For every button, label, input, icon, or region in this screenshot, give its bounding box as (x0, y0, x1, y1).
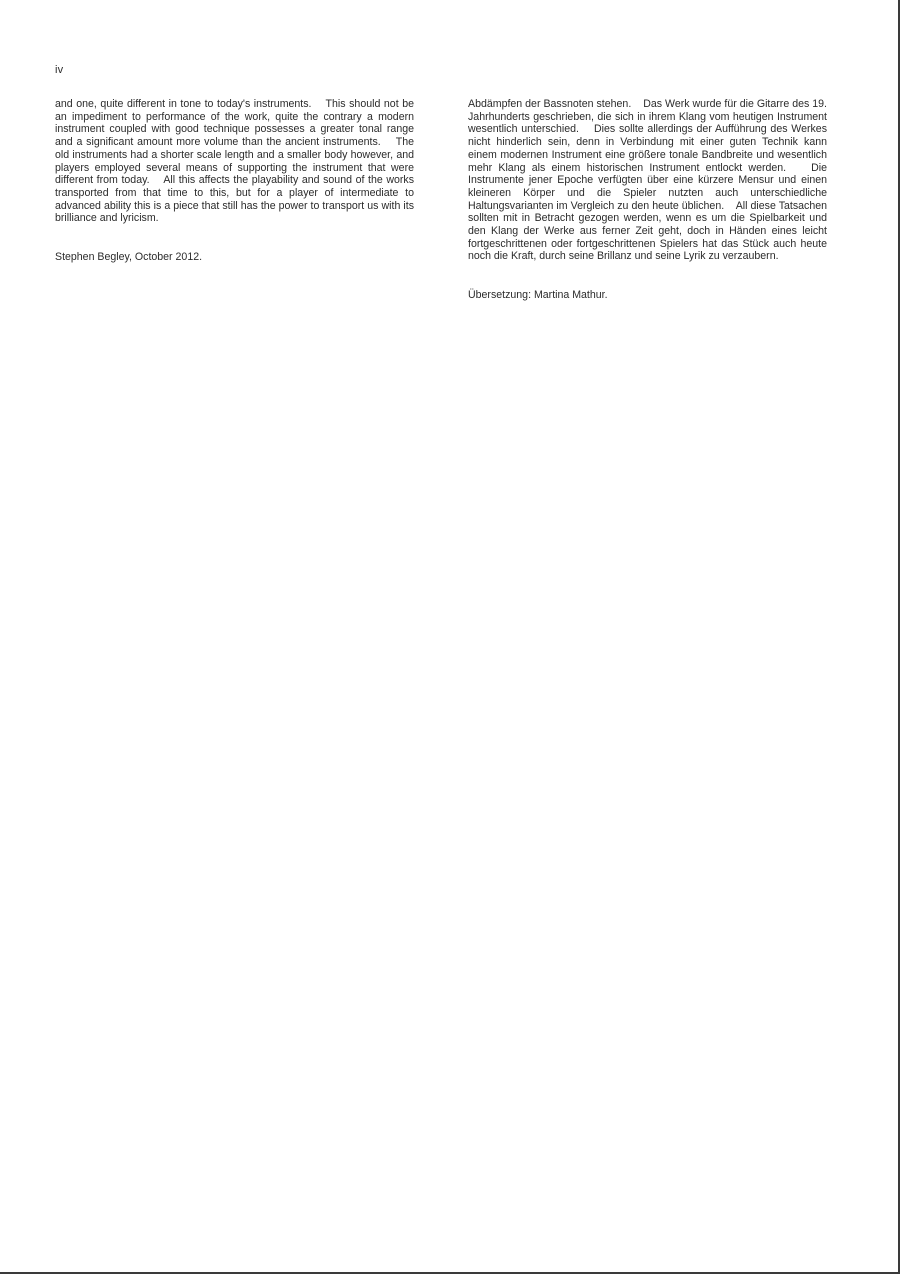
page-number: iv (55, 64, 64, 76)
german-signature: Übersetzung: Martina Mathur. (468, 289, 608, 302)
german-paragraph: Abdämpfen der Bassnoten stehen. Das Werk wurde für die Gitarre des 19. Jahrhunderts geschrieben, die sich in ihrem Klang vom heutigen Instrument wesentlich unterschied. Dies sollte allerdings der Aufführung des Werkes nicht hinderlich sein, denn in Verbindung mit einer guten Technik kann einem modernen Instrument eine größere tonale Bandbreite und wesentlich mehr Klang als einem historischen Instrument entlockt werden. Die Instrumente jener Epoche verfügten über eine kürzere Mensur und einen kleineren Körper und die Spieler nutzten auch unterschiedliche Haltungsvarianten im Vergleich zu den heute üblichen. All diese Tatsachen sollten mit in Betracht gezogen werden, wenn es um die Spielbarkeit und den Klang der Werke aus ferner Zeit geht, doch in Händen eines leicht fortgeschrittenen oder fortgeschrittenen Spielers hat das Stück auch heute noch die Kraft, durch seine Brillanz und seine Lyrik zu verzaubern. (468, 98, 830, 263)
german-column (468, 98, 830, 302)
english-column (55, 98, 417, 264)
english-paragraph: and one, quite different in tone to today's instruments. This should not be an impediment to performance of the work, quite the contrary a modern instrument coupled with good technique possesses a greater tonal range and a significant amount more volume than the ancient instruments. The old instruments had a shorter scale length and a smaller body however, and players employed several means of supporting the instrument that were different from today. All this affects the playability and sound of the works transported from that time to this, but for a player of intermediate to advanced ability this is a piece that still has the power to transport us with its brilliance and lyricism. (55, 98, 417, 225)
english-signature: Stephen Begley, October 2012. (55, 251, 203, 264)
